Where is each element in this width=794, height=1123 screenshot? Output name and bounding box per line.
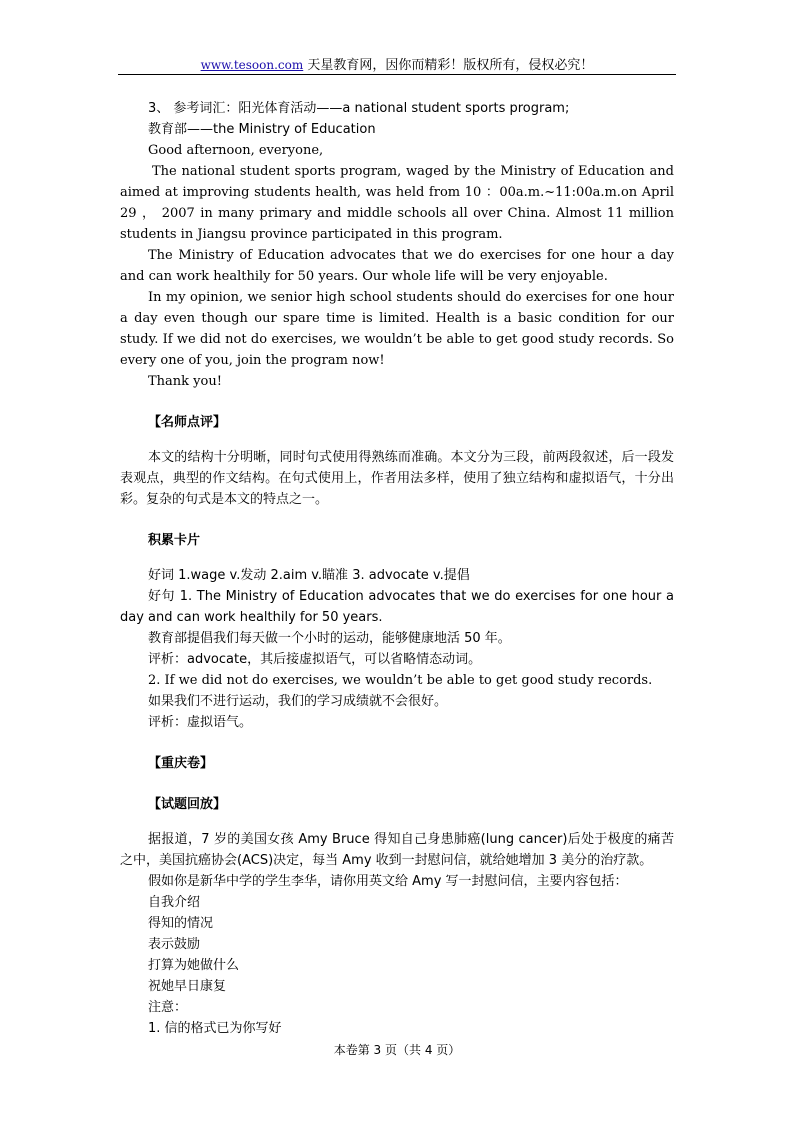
content-item: 自我介绍 [148, 895, 201, 910]
analysis-1: 评析：advocate，其后接虚拟语气，可以省略情态动词。 [148, 652, 482, 667]
content-item: 打算为她做什么 [148, 958, 240, 973]
thanks-line: Thank you! [148, 374, 222, 389]
vocab-line-2: 教育部——the Ministry of Education [148, 122, 376, 137]
page-footer: 本卷第 3 页（共 4 页） [333, 1043, 461, 1057]
page-content [120, 98, 674, 1039]
good-sentence-1: 好句 1. The Ministry of Education advocates that we do exercises for one hour a day and can work healthily for 50 years. [120, 589, 674, 625]
spacer [120, 510, 674, 530]
header-divider [118, 74, 676, 75]
note-item-1: 1. 信的格式已为你写好 [148, 1021, 282, 1036]
review-paragraph-2: 假如你是新华中学的学生李华，请你用英文给 Amy 写一封慰问信，主要内容包括： [148, 874, 628, 889]
comment-heading: 【名师点评】 [148, 415, 227, 430]
translation-2: 如果我们不进行运动，我们的学习成绩就不会很好。 [148, 694, 448, 709]
good-words: 好词 1.wage v.发动 2.aim v.瞄准 3. advocate v.提倡 [148, 568, 470, 583]
spacer [120, 392, 674, 412]
website-link[interactable]: www.tesoon.com [200, 58, 304, 72]
page-header [118, 58, 676, 73]
essay-paragraph-3: In my opinion, we senior high school students should do exercises for one hour a day even though our spare time is limited. Health is a basic condition for our study. If we did not do exercises, we wouldn’t be able to get good study records. So every one of you, join the program now! [120, 290, 674, 368]
spacer [120, 733, 674, 753]
spacer [120, 815, 674, 829]
translation-1: 教育部提倡我们每天做一个小时的运动，能够健康地活 50 年。 [148, 631, 511, 646]
comment-text: 本文的结构十分明晰，同时句式使用得熟练而准确。本文分为三段，前两段叙述，后一段发表观点，典型的作文结构。在句式使用上，作者用法多样，使用了独立结构和虚拟语气，十分出彩。复杂的句式是本文的特点之一。 [120, 450, 674, 507]
greeting: Good afternoon, everyone, [148, 143, 324, 158]
spacer [120, 551, 674, 565]
card-heading: 积累卡片 [148, 533, 201, 548]
essay-paragraph-2: The Ministry of Education advocates that we do exercises for one hour a day and can work healthily for 50 years. Our whole life will be very enjoyable. [120, 248, 674, 284]
chongqing-heading: 【重庆卷】 [148, 756, 214, 771]
analysis-2: 评析：虚拟语气。 [148, 715, 253, 730]
review-heading: 【试题回放】 [148, 797, 227, 812]
review-paragraph-1: 据报道，7 岁的美国女孩 Amy Bruce 得知自己身患肺癌(lung cancer)后处于极度的痛苦之中，美国抗癌协会(ACS)决定，每当 Amy 收到一封慰问信，就给她增加 3 美分的治疗款。 [120, 832, 674, 868]
vocab-line-1: 3、 参考词汇：阳光体育活动——a national student sports program; [148, 101, 570, 116]
header-slogan: 天星教育网，因你而精彩！版权所有，侵权必究！ [303, 58, 594, 73]
essay-paragraph-1: The national student sports program, waged by the Ministry of Education and aimed at improving students health, was held from 10 ：00a.m.~11:00a.m.on April 29 ， 2007 in many primary and middle schools all over China. Almost 11 million students in Jiangsu province participated in this program. [120, 164, 674, 242]
note-label: 注意： [148, 1000, 188, 1015]
spacer [120, 433, 674, 447]
good-sentence-2: 2. If we did not do exercises, we wouldn’t be able to get good study records. [148, 673, 653, 688]
content-item: 祝她早日康复 [148, 979, 227, 994]
content-item: 表示鼓励 [148, 937, 201, 952]
content-item: 得知的情况 [148, 916, 214, 931]
spacer [120, 774, 674, 794]
